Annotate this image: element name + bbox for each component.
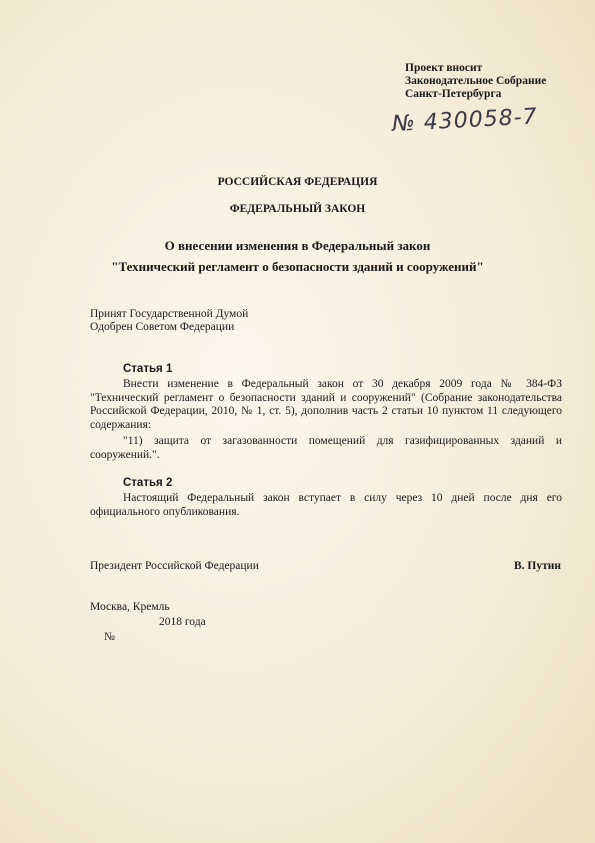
- proposer-line-3: Санкт-Петербурга: [405, 88, 502, 100]
- law-title-line-1: О внесении изменения в Федеральный закон: [164, 238, 431, 253]
- approved-by-council: Одобрен Советом Федерации: [90, 321, 235, 333]
- law-title-line-2: "Технический регламент о безопасности зданий и сооружений": [111, 259, 484, 274]
- law-number-label: №: [104, 631, 115, 643]
- proposer-line-2: Законодательное Собрание: [405, 75, 547, 87]
- handwritten-registration-number: № 430058-7: [391, 104, 539, 137]
- signing-year: 2018 года: [159, 616, 206, 628]
- country-header: РОССИЙСКАЯ ФЕДЕРАЦИЯ: [217, 176, 378, 188]
- article-2-body: Настоящий Федеральный закон вступает в силу через 10 дней после дня его официального опубликования.: [90, 492, 562, 518]
- signatory-position: Президент Российской Федерации: [90, 560, 259, 572]
- proposer-line-1: Проект вносит: [405, 62, 483, 74]
- signing-place: Москва, Кремль: [90, 601, 170, 613]
- signatory-name: В. Путин: [513, 560, 561, 572]
- proposer-block: [405, 62, 546, 101]
- doc-type-header: ФЕДЕРАЛЬНЫЙ ЗАКОН: [229, 203, 366, 215]
- article-2-heading: Статья 2: [123, 477, 173, 489]
- article-1-heading: Статья 1: [123, 363, 173, 375]
- adoption-block: [90, 308, 248, 334]
- article-1-body: Внести изменение в Федеральный закон от 30 декабря 2009 года № 384-ФЗ "Технический регламент о безопасности зданий и сооружений" (Собрание законодательства Российской Федерации, 2010, № 1, ст. 5), дополнив часть 2 статьи 10 пунктом 11 следующего содержания:: [90, 378, 562, 431]
- article-1-quote: "11) защита от загазованности помещений для газифицированных зданий и сооружений.".: [90, 435, 562, 461]
- adopted-by-duma: Принят Государственной Думой: [90, 308, 249, 320]
